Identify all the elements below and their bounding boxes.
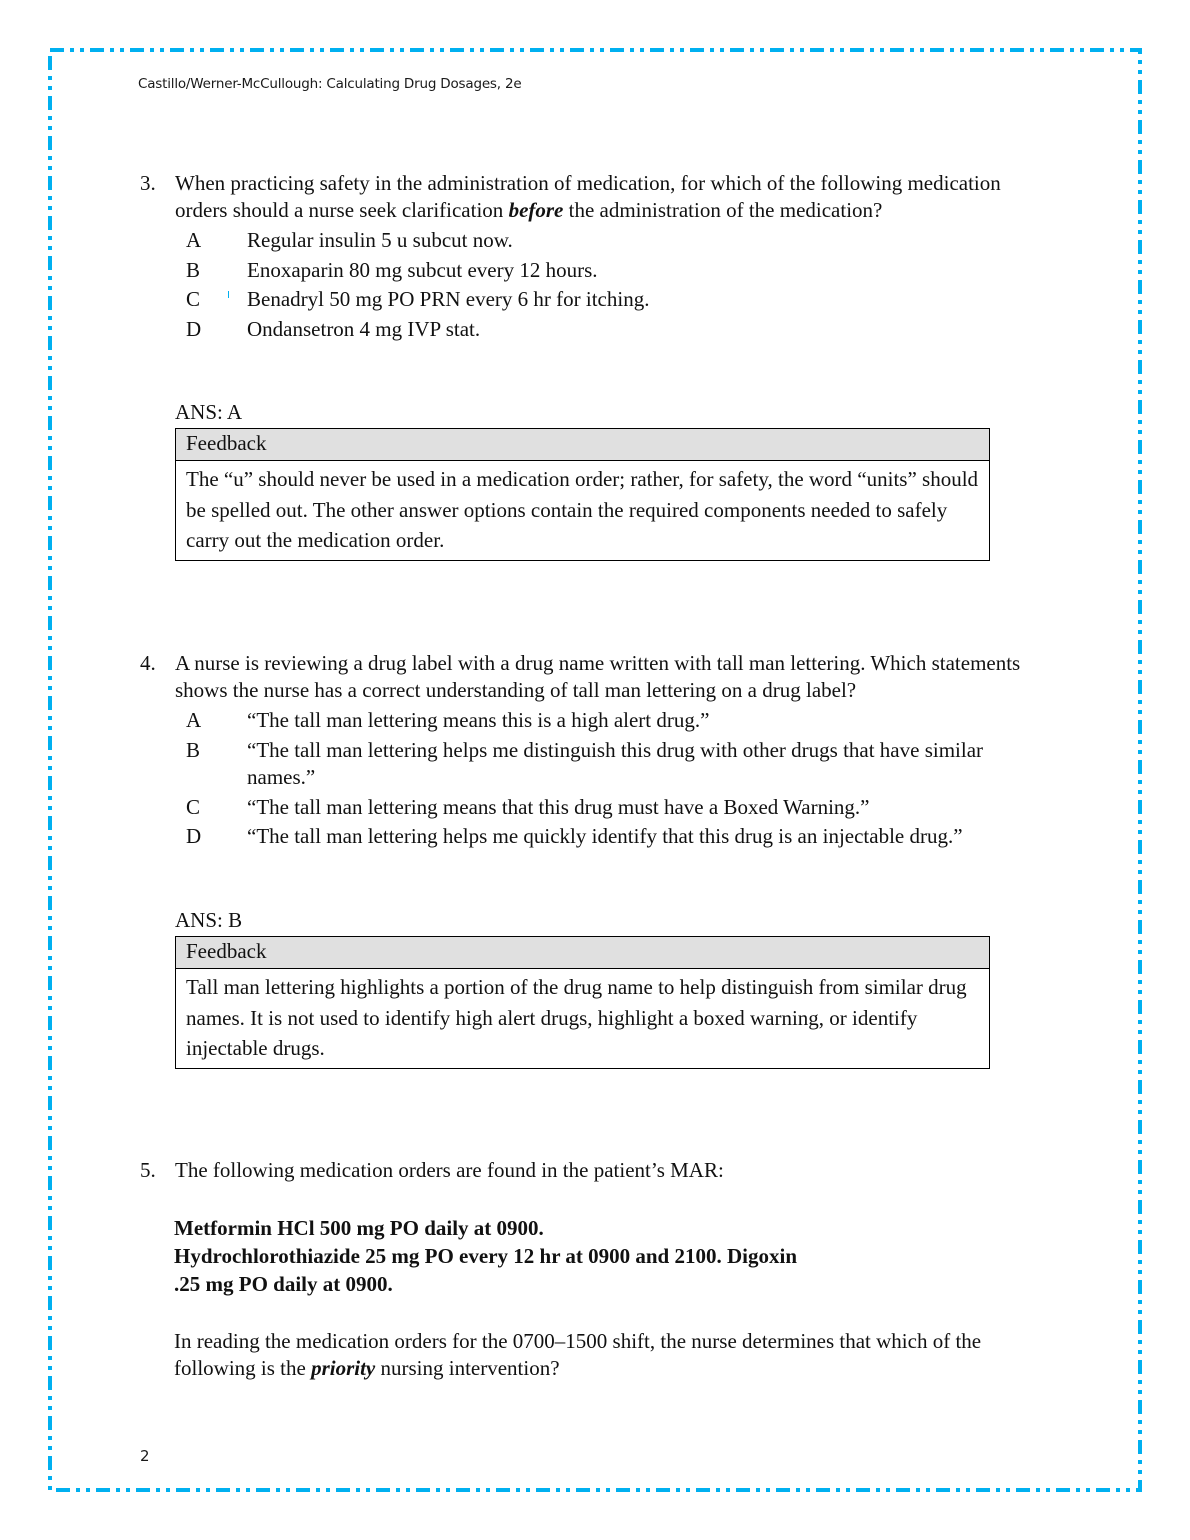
option-c (186, 794, 1037, 822)
feedback-body: The “u” should never be used in a medication order; rather, for safety, the word “units” should be spelled out. The other answer options contain the required components needed to safely carry out the medication order. (186, 467, 979, 552)
order-line: .25 mg PO daily at 0900. (174, 1272, 393, 1296)
option-list (186, 227, 1050, 343)
followup-text: nursing intervention? (375, 1356, 560, 1380)
stem-text: When practicing safety in the administration of medication, for which of the following medication orders should a nurse seek clarification (175, 171, 1001, 222)
option-text: “The tall man lettering helps me quickly identify that this drug is an injectable drug.” (247, 824, 963, 848)
followup-text: In reading the medication orders for the 0700–1500 shift, the nurse determines that which of the following is the (174, 1329, 982, 1380)
answer-key: ANS: B (175, 908, 243, 932)
question-followup (174, 1328, 1054, 1382)
option-text: “The tall man lettering means that this drug must have a Boxed Warning.” (247, 794, 870, 819)
option-letter: C (186, 794, 201, 819)
question-stem (175, 170, 1050, 224)
question-4 (140, 650, 1050, 853)
page-number: 2 (140, 1447, 150, 1465)
option-c (186, 286, 1037, 314)
feedback-box (175, 428, 990, 561)
option-letter: B (186, 257, 201, 282)
order-line: Hydrochlorothiazide 25 mg PO every 12 hr at 0900 and 2100. Digoxin (174, 1244, 797, 1268)
option-letter: D (186, 824, 202, 848)
feedback-header: Feedback (176, 429, 989, 461)
question-5 (140, 1157, 1050, 1184)
option-text: “The tall man lettering means this is a high alert drug.” (247, 708, 710, 732)
option-text: Regular insulin 5 u subcut now. (247, 228, 513, 252)
feedback-body: Tall man lettering highlights a portion of the drug name to help distinguish from similar drug names. It is not used to identify high alert drugs, highlight a boxed warning, or identify injectable drugs. (186, 975, 967, 1060)
option-letter: D (186, 316, 202, 341)
feedback-box (175, 936, 990, 1069)
question-number: 4. (140, 651, 156, 675)
option-text: Ondansetron 4 mg IVP stat. (247, 316, 481, 341)
option-text: “The tall man lettering helps me distinguish this drug with other drugs that have similar names.” (247, 737, 984, 789)
option-text: Enoxaparin 80 mg subcut every 12 hours. (247, 257, 598, 282)
stem-emphasis: before (508, 198, 564, 222)
question-number: 3. (140, 171, 156, 195)
option-a (186, 227, 1037, 255)
medication-orders (174, 1214, 894, 1298)
answer-key: ANS: A (175, 400, 243, 424)
running-header: Castillo/Werner-McCullough: Calculating Drug Dosages, 2e (138, 76, 522, 92)
option-letter: A (186, 708, 202, 732)
feedback-header: Feedback (176, 937, 989, 969)
question-stem: A nurse is reviewing a drug label with a drug name written with tall man lettering. Which statements shows the nurse has a correct understanding of tall man lettering on a drug label? (175, 651, 1021, 702)
option-d (186, 823, 1037, 851)
option-list (186, 707, 1050, 851)
option-a (186, 707, 1037, 735)
followup-emphasis: priority (311, 1356, 376, 1380)
option-b (186, 257, 1037, 285)
order-line: Metformin HCl 500 mg PO daily at 0900. (174, 1216, 544, 1240)
question-stem: The following medication orders are found in the patient’s MAR: (175, 1158, 724, 1182)
option-text: Benadryl 50 mg PO PRN every 6 hr for itching. (247, 287, 650, 311)
option-letter: A (186, 228, 202, 252)
text-cursor-mark (228, 291, 229, 298)
stem-text: the administration of the medication? (563, 198, 883, 222)
option-letter: B (186, 737, 201, 762)
question-3 (140, 170, 1050, 345)
option-d (186, 316, 1037, 344)
option-letter: C (186, 287, 201, 311)
option-b (186, 737, 1037, 792)
question-number: 5. (140, 1158, 156, 1182)
